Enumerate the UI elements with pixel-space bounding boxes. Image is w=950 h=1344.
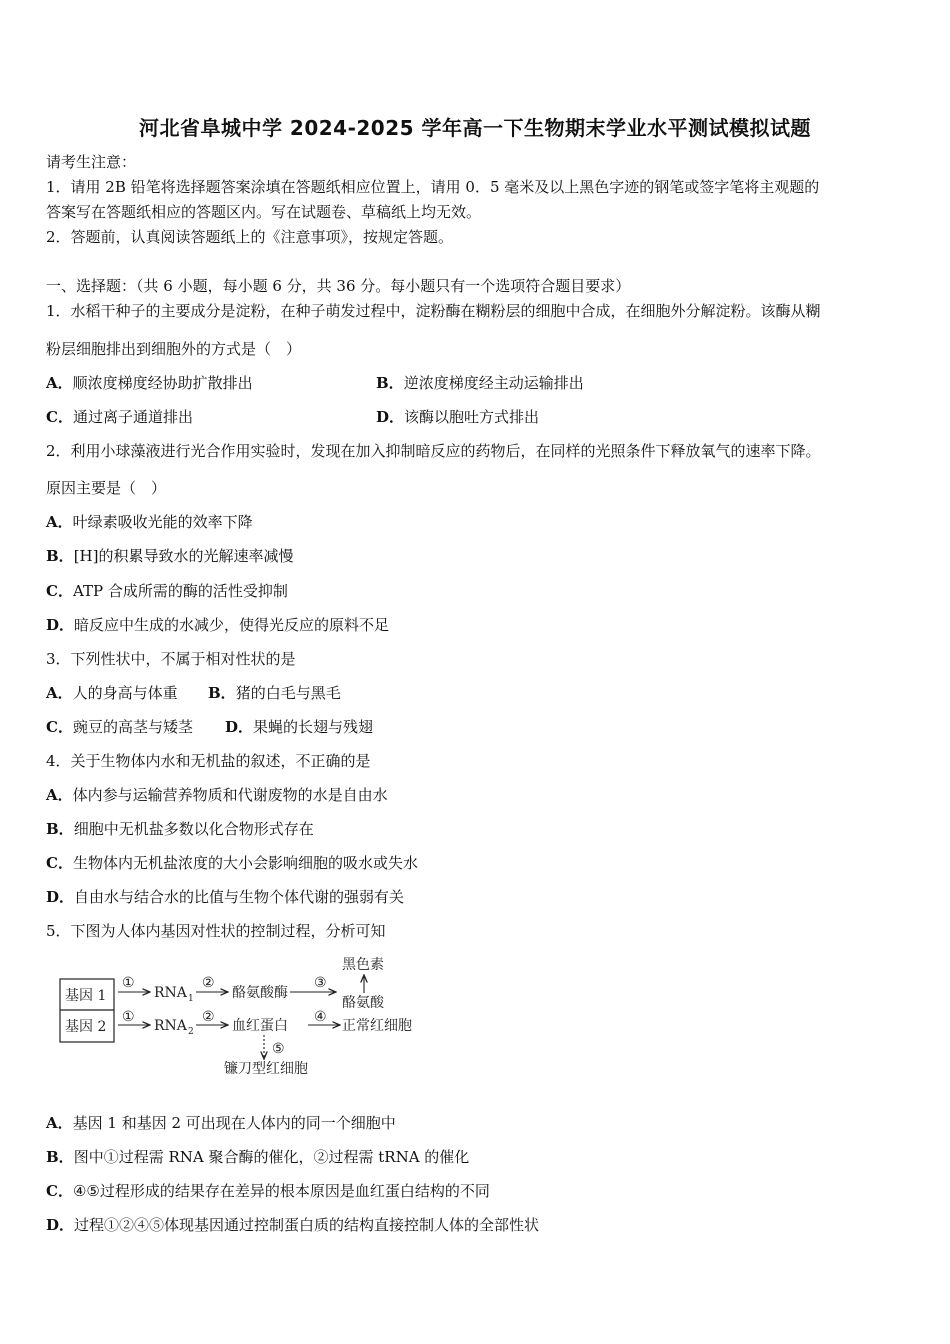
notice-item-2: 2．答题前，认真阅读答题纸上的《注意事项》，按规定答题。 (46, 228, 454, 246)
step-2-label-row-2: ② (202, 1009, 215, 1025)
normal-rbc-label: 正常红细胞 (342, 1018, 412, 1034)
q3-stem: 3．下列性状中，不属于相对性状的是 (46, 650, 296, 668)
q2-stem-line-2: 原因主要是（ ） (46, 479, 167, 497)
q2-option-d: D．暗反应中生成的水减少，使得光反应的原料不足 (46, 616, 390, 634)
tyrosine-label: 酪氨酸 (342, 995, 384, 1011)
q4-option-a: A．体内参与运输营养物质和代谢废物的水是自由水 (46, 786, 388, 804)
step-3-label: ③ (314, 975, 327, 991)
q3-option-a: A．人的身高与体重 (46, 684, 178, 702)
sickle-rbc-label: 镰刀型红细胞 (224, 1061, 308, 1077)
notice-item-1-line-2: 答案写在答题纸相应的答题区内。写在试题卷、草稿纸上均无效。 (46, 203, 482, 221)
page-title: 河北省阜城中学 2024-2025 学年高一下生物期末学业水平测试模拟试题 (138, 116, 812, 140)
q5-option-b: B．图中①过程需 RNA 聚合酶的催化，②过程需 tRNA 的催化 (46, 1148, 470, 1166)
q4-option-b: B．细胞中无机盐多数以化合物形式存在 (46, 820, 314, 838)
step-1-label-row-1: ① (122, 975, 135, 991)
rna2-subscript: 2 (188, 1027, 194, 1037)
q5-option-a: A．基因 1 和基因 2 可出现在人体内的同一个细胞中 (46, 1114, 396, 1132)
step-1-label-row-2: ① (122, 1009, 135, 1025)
q3-option-b: B．猪的白毛与黑毛 (208, 684, 341, 702)
rna1-label: RNA (154, 985, 187, 1001)
q2-option-a: A．叶绿素吸收光能的效率下降 (46, 513, 253, 531)
notice-item-1-line-1: 1．请用 2B 铅笔将选择题答案涂填在答题纸相应位置上，请用 0．5 毫米及以上黑色字迹的钢笔或签字笔将主观题的 (46, 178, 820, 196)
q5-option-c: C．④⑤过程形成的结果存在差异的根本原因是血红蛋白结构的不同 (46, 1182, 490, 1200)
q4-option-c: C．生物体内无机盐浓度的大小会影响细胞的吸水或失水 (46, 854, 418, 872)
q1-option-b: B．逆浓度梯度经主动运输排出 (376, 374, 584, 392)
q4-stem: 4．关于生物体内水和无机盐的叙述，不正确的是 (46, 752, 371, 770)
hemoglobin-label: 血红蛋白 (232, 1018, 288, 1034)
step-5-label: ⑤ (272, 1041, 285, 1057)
q2-option-b: B．[H]的积累导致水的光解速率减慢 (46, 547, 294, 565)
q3-option-c: C．豌豆的高茎与矮茎 (46, 718, 193, 736)
melanin-label: 黑色素 (342, 957, 384, 973)
q1-option-d: D．该酶以胞吐方式排出 (376, 408, 540, 426)
rna1-subscript: 1 (188, 994, 194, 1004)
q4-option-d: D．自由水与结合水的比值与生物个体代谢的强弱有关 (46, 888, 405, 906)
q1-option-c: C．通过离子通道排出 (46, 408, 193, 426)
q1-option-a: A．顺浓度梯度经协助扩散排出 (46, 374, 253, 392)
step-4-label: ④ (314, 1009, 327, 1025)
tyrosinase-label: 酪氨酸酶 (232, 985, 288, 1001)
gene-control-diagram (58, 955, 448, 1080)
section-heading: 一、选择题：（共 6 小题，每小题 6 分，共 36 分。每小题只有一个选项符合题目要求） (46, 277, 631, 295)
q1-stem-line-2: 粉层细胞排出到细胞外的方式是（ ） (46, 340, 302, 358)
gene-2-label: 基因 2 (65, 1019, 107, 1035)
step-2-label-row-1: ② (202, 975, 215, 991)
rna2-label: RNA (154, 1018, 187, 1034)
q2-stem-line-1: 2．利用小球藻液进行光合作用实验时，发现在加入抑制暗反应的药物后，在同样的光照条件下释放氧气的速率下降。 (46, 442, 821, 460)
gene-1-label: 基因 1 (65, 988, 107, 1004)
q5-option-d: D．过程①②④⑤体现基因通过控制蛋白质的结构直接控制人体的全部性状 (46, 1216, 540, 1234)
notice-label: 请考生注意： (46, 153, 137, 171)
q3-option-d: D．果蝇的长翅与残翅 (225, 718, 374, 736)
q1-stem-line-1: 1．水稻干种子的主要成分是淀粉，在种子萌发过程中，淀粉酶在糊粉层的细胞中合成，在细胞外分解淀粉。该酶从糊 (46, 302, 821, 320)
q5-stem: 5．下图为人体内基因对性状的控制过程，分析可知 (46, 922, 386, 940)
q2-option-c: C．ATP 合成所需的酶的活性受抑制 (46, 582, 288, 600)
